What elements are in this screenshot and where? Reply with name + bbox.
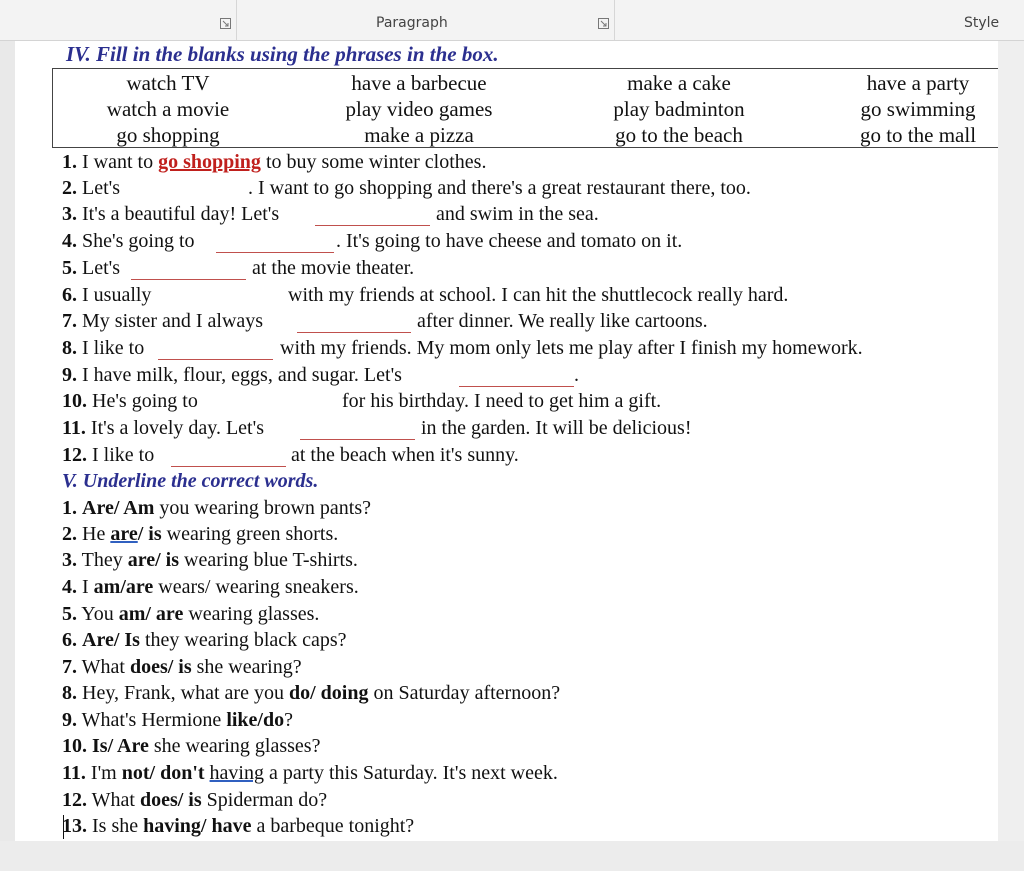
- status-bar-area: [0, 841, 1024, 871]
- question-iv-9-rest: .: [574, 364, 579, 386]
- question-v-1: 1. Are/ Am you wearing brown pants?: [62, 497, 372, 519]
- question-iv-3-rest: and swim in the sea.: [436, 203, 599, 225]
- font-dialog-launcher-icon[interactable]: [220, 18, 231, 29]
- underlined-choice: are: [110, 523, 138, 545]
- question-iv-4-rest: . It's going to have cheese and tomato on it.: [336, 230, 683, 252]
- question-v-6: 6. Are/ Is they wearing black caps?: [62, 629, 347, 651]
- ribbon-separator: [614, 0, 615, 40]
- question-iv-3: 3. It's a beautiful day! Let's: [62, 203, 280, 225]
- question-v-12: 12. What does/ is Spiderman do?: [62, 789, 328, 811]
- styles-group-label: Style: [964, 15, 1000, 31]
- blank-line[interactable]: [315, 225, 430, 226]
- ribbon-separator: [236, 0, 237, 40]
- blank-line[interactable]: [297, 332, 411, 333]
- question-iv-11-rest: in the garden. It will be delicious!: [421, 417, 692, 439]
- phrase: watch TV: [126, 71, 210, 95]
- question-iv-9: 9. I have milk, flour, eggs, and sugar. Let's: [62, 364, 402, 386]
- question-iv-5: 5. Let's: [62, 257, 121, 279]
- question-iv-1: 1. I want to go shopping to buy some winter clothes.: [62, 151, 487, 173]
- blank-line[interactable]: [216, 252, 334, 253]
- blank-line[interactable]: [459, 386, 574, 387]
- phrase: go to the mall: [859, 123, 977, 147]
- question-iv-2-rest: . I want to go shopping and there's a great restaurant there, too.: [248, 177, 751, 199]
- question-v-9: 9. What's Hermione like/do?: [62, 709, 293, 731]
- question-iv-8: 8. I like to: [62, 337, 145, 359]
- question-v-5: 5. You am/ are wearing glasses.: [62, 603, 320, 625]
- question-iv-10-rest: for his birthday. I need to get him a gift.: [342, 390, 662, 412]
- blank-line[interactable]: [158, 359, 273, 360]
- phrase: make a pizza: [364, 123, 474, 147]
- question-iv-4: 4. She's going to: [62, 230, 195, 252]
- question-v-2: 2. He are/ is wearing green shorts.: [62, 523, 339, 545]
- question-iv-12: 12. I like to: [62, 444, 155, 466]
- question-iv-6: 6. I usually: [62, 284, 152, 306]
- question-iv-5-rest: at the movie theater.: [252, 257, 415, 279]
- question-iv-2: 2. Let's: [62, 177, 121, 199]
- paragraph-dialog-launcher-icon[interactable]: [598, 18, 609, 29]
- phrase: make a cake: [627, 71, 731, 95]
- phrase: go swimming: [860, 97, 976, 121]
- phrase: play video games: [345, 97, 493, 121]
- question-v-3: 3. They are/ is wearing blue T-shirts.: [62, 549, 358, 571]
- question-v-4: 4. I am/are wears/ wearing sneakers.: [62, 576, 359, 598]
- phrase: watch a movie: [106, 97, 230, 121]
- question-iv-10: 10. He's going to: [62, 390, 198, 412]
- question-iv-6-rest: with my friends at school. I can hit the shuttlecock really hard.: [288, 284, 789, 306]
- phrase: go shopping: [116, 123, 220, 147]
- right-margin-area: [998, 41, 1024, 841]
- paragraph-group-label: Paragraph: [376, 15, 448, 31]
- phrase: have a party: [866, 71, 970, 95]
- blank-line[interactable]: [300, 439, 415, 440]
- question-iv-7: 7. My sister and I always: [62, 310, 264, 332]
- question-v-10: 10. Is/ Are she wearing glasses?: [62, 735, 321, 757]
- question-v-7: 7. What does/ is she wearing?: [62, 656, 302, 678]
- answer-text: go shopping: [158, 151, 261, 173]
- question-iv-12-rest: at the beach when it's sunny.: [291, 444, 519, 466]
- phrase: play badminton: [613, 97, 745, 121]
- underlined-choice: having: [209, 762, 264, 784]
- question-v-8: 8. Hey, Frank, what are you do/ doing on Saturday afternoon?: [62, 682, 561, 704]
- phrase: go to the beach: [615, 123, 743, 147]
- question-v-13: 13. Is she having/ have a barbeque tonight?: [62, 815, 415, 837]
- section-v-heading: V. Underline the correct words.: [62, 470, 319, 492]
- question-iv-7-rest: after dinner. We really like cartoons.: [417, 310, 708, 332]
- question-v-11: 11. I'm not/ don't having a party this Saturday. It's next week.: [62, 762, 558, 784]
- ribbon-toolbar: [0, 0, 1024, 41]
- blank-line[interactable]: [131, 279, 246, 280]
- phrase: have a barbecue: [351, 71, 487, 95]
- phrase-box: [52, 68, 998, 148]
- section-iv-heading: IV. Fill in the blanks using the phrases in the box.: [66, 42, 499, 66]
- question-iv-11: 11. It's a lovely day. Let's: [62, 417, 264, 439]
- blank-line[interactable]: [171, 466, 286, 467]
- question-iv-8-rest: with my friends. My mom only lets me play after I finish my homework.: [280, 337, 863, 359]
